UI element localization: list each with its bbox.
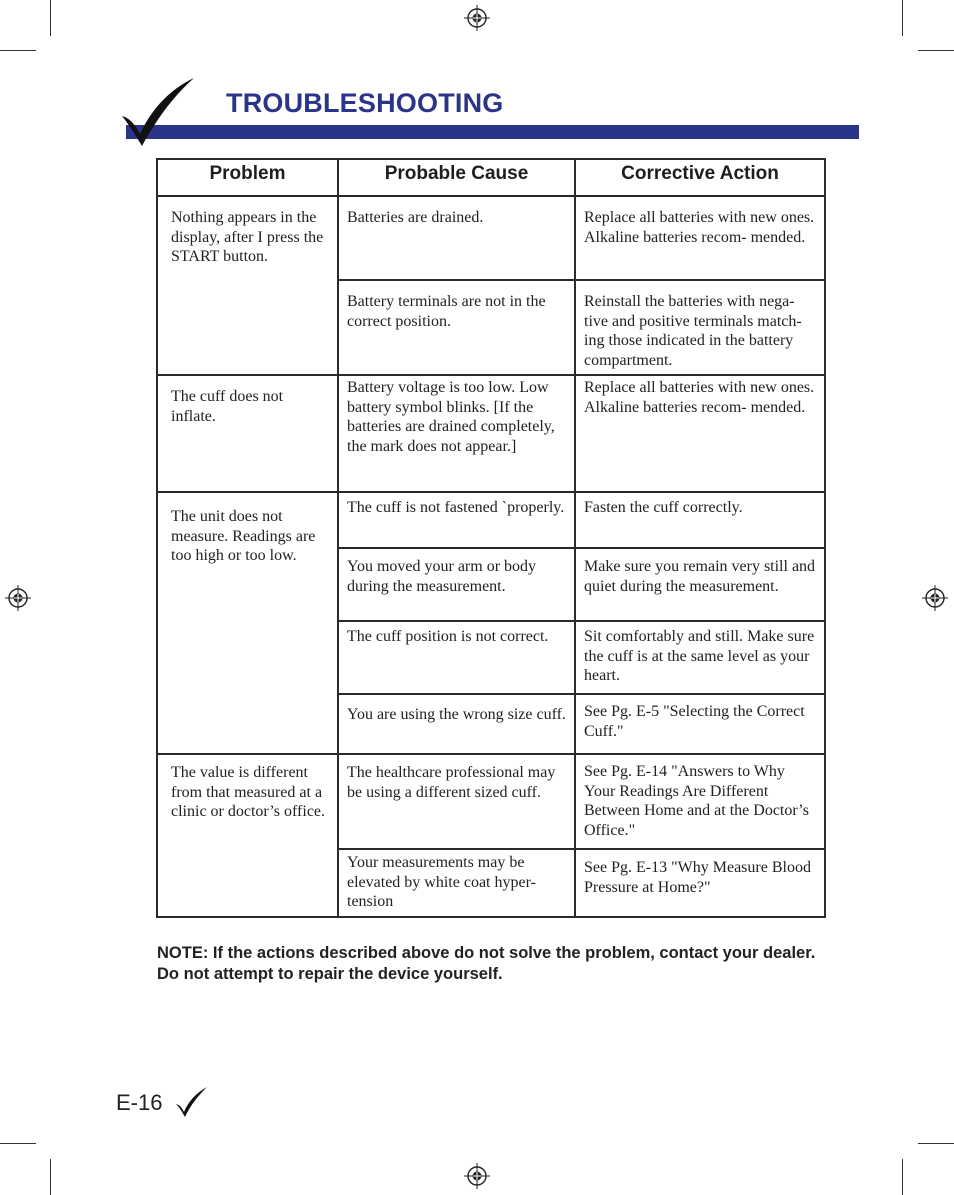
action-text: See Pg. E-13 "Why Measure Blood Pressure at Home?" <box>584 859 811 896</box>
problem-cell <box>157 754 338 917</box>
cause-cell <box>338 375 575 492</box>
column-header-problem: Problem <box>157 159 338 196</box>
cause-text: Battery terminals are not in the correct position. <box>347 293 546 330</box>
action-text: Sit comfortably and still. Make sure the cuff is at the same level as your heart. <box>584 628 815 685</box>
cause-cell <box>338 754 575 849</box>
registration-mark-icon <box>464 5 490 31</box>
cause-cell <box>338 492 575 548</box>
crop-mark <box>50 0 51 36</box>
crop-mark <box>902 0 903 36</box>
action-cell <box>575 280 825 375</box>
registration-mark-icon <box>922 585 948 611</box>
action-text: See Pg. E-14 "Answers to Why Your Readings Are Different Between Home and at the Doctor’s Office." <box>584 763 809 839</box>
cause-cell <box>338 280 575 375</box>
cause-cell <box>338 621 575 694</box>
action-cell <box>575 621 825 694</box>
action-text: Make sure you remain very still and quiet during the measurement. <box>584 558 816 595</box>
crop-mark <box>918 50 954 51</box>
action-cell <box>575 196 825 280</box>
problem-text: The value is different from that measured at a clinic or doctor’s office. <box>171 764 326 821</box>
problem-cell <box>157 375 338 492</box>
problem-cell <box>157 492 338 754</box>
table-row <box>157 375 825 492</box>
column-header-action: Corrective Action <box>575 159 825 196</box>
problem-text: Nothing appears in the display, after I press the START button. <box>171 209 324 266</box>
crop-mark <box>902 1159 903 1195</box>
registration-mark-icon <box>5 585 31 611</box>
table-row <box>157 754 825 849</box>
action-cell <box>575 754 825 849</box>
cause-text: You moved your arm or body during the measurement. <box>347 558 537 595</box>
page-number: E-16 <box>116 1090 163 1115</box>
cause-text: Your measurements may be elevated by white coat hyper- tension <box>347 854 536 911</box>
action-cell <box>575 548 825 621</box>
cause-text: Battery voltage is too low. Low battery symbol blinks. [If the batteries are drained completely, the mark does not appear.] <box>347 379 555 455</box>
cause-text: The cuff position is not correct. <box>347 628 549 645</box>
table-row <box>157 492 825 548</box>
crop-mark <box>50 1159 51 1195</box>
action-cell <box>575 492 825 548</box>
crop-mark <box>0 50 36 51</box>
cause-cell <box>338 849 575 917</box>
action-cell <box>575 694 825 754</box>
crop-mark <box>918 1143 954 1144</box>
cause-text: The healthcare professional may be using a different sized cuff. <box>347 764 556 801</box>
checkmark-icon <box>174 1086 208 1118</box>
action-cell <box>575 375 825 492</box>
problem-cell <box>157 196 338 375</box>
page-title: TROUBLESHOOTING <box>226 88 504 118</box>
crop-mark <box>0 1143 36 1144</box>
cause-text: The cuff is not fastened `properly. <box>347 499 565 516</box>
cause-cell <box>338 694 575 754</box>
cause-cell <box>338 548 575 621</box>
action-cell <box>575 849 825 917</box>
cause-cell <box>338 196 575 280</box>
title-bar <box>126 125 859 139</box>
registration-mark-icon <box>464 1163 490 1189</box>
action-text: Reinstall the batteries with nega- tive and positive terminals match- ing those indicated in the battery compartment. <box>584 293 802 369</box>
action-text: Fasten the cuff correctly. <box>584 499 743 516</box>
action-text: See Pg. E-5 "Selecting the Correct Cuff." <box>584 703 805 740</box>
note-text: NOTE: If the actions described above do not solve the problem, contact your dealer. Do not attempt to repair the device yourself. <box>157 944 816 983</box>
troubleshooting-table <box>156 158 826 918</box>
cause-text: Batteries are drained. <box>347 209 484 226</box>
action-text: Replace all batteries with new ones. Alkaline batteries recom- mended. <box>584 209 815 246</box>
action-text: Replace all batteries with new ones. Alkaline batteries recom- mended. <box>584 379 815 416</box>
checkmark-icon <box>118 76 198 148</box>
table-row <box>157 196 825 280</box>
table-header-row <box>157 159 825 196</box>
problem-text: The unit does not measure. Readings are too high or too low. <box>171 508 316 565</box>
problem-text: The cuff does not inflate. <box>171 388 284 425</box>
column-header-cause: Probable Cause <box>338 159 575 196</box>
cause-text: You are using the wrong size cuff. <box>347 706 566 723</box>
